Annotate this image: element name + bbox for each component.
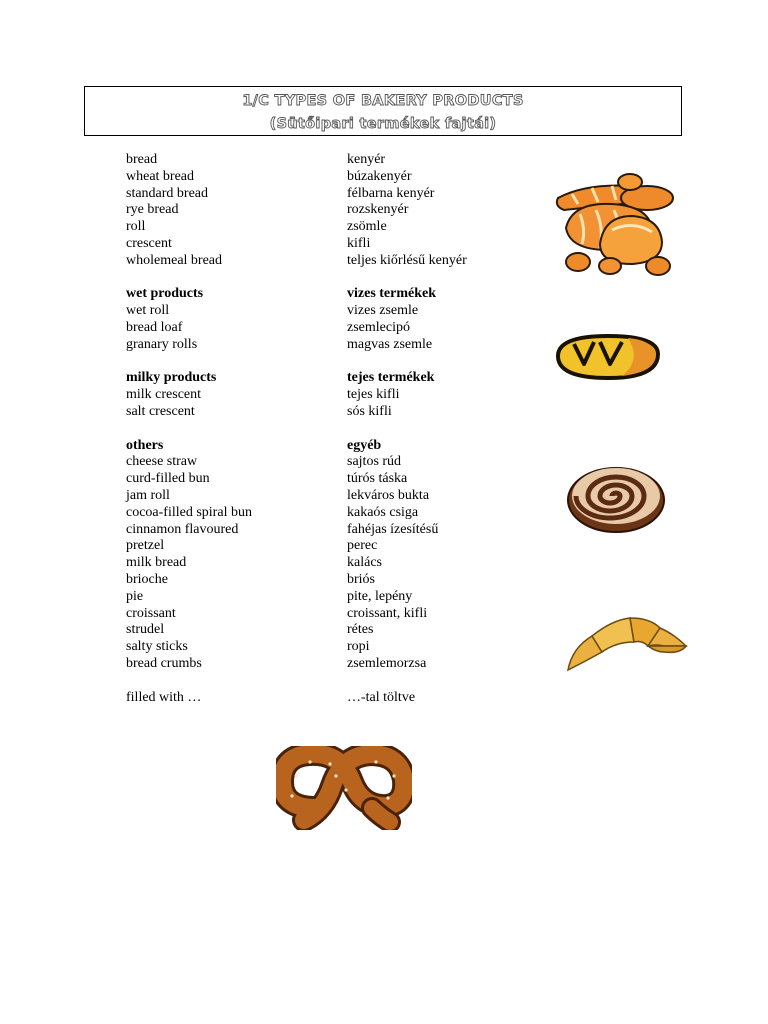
section-spacer xyxy=(126,354,526,371)
section-heading xyxy=(126,370,526,387)
page-title: 1/C TYPES OF BAKERY PRODUCTS xyxy=(242,93,524,109)
heading-hungarian: egyéb xyxy=(347,437,382,453)
english-term: bread xyxy=(126,152,158,167)
english-term: cheese straw xyxy=(126,454,198,470)
vocab-row xyxy=(126,639,526,656)
vocab-row xyxy=(126,555,526,572)
english-term: cocoa-filled spiral bun xyxy=(126,504,252,520)
vocab-row xyxy=(126,387,526,404)
vocab-row xyxy=(126,202,526,219)
vocab-row xyxy=(126,538,526,555)
english-term: bread loaf xyxy=(126,319,183,335)
croissant-icon xyxy=(564,612,690,676)
hungarian-term: kalács xyxy=(347,555,382,571)
hungarian-term: zsemlemorzsa xyxy=(347,655,427,671)
english-term: pie xyxy=(126,588,144,604)
hungarian-term: zsömle xyxy=(347,219,387,235)
hungarian-term: vizes zsemle xyxy=(347,303,419,319)
vocab-row xyxy=(126,219,526,236)
vocab-row xyxy=(126,454,526,471)
hungarian-term: félbarna kenyér xyxy=(347,185,435,201)
heading-hungarian: vizes termékek xyxy=(347,286,437,302)
hungarian-term: rozskenyér xyxy=(347,202,409,218)
vocab-row xyxy=(126,505,526,522)
english-term: milk crescent xyxy=(126,387,202,403)
pretzel-icon xyxy=(276,746,412,830)
vocab-row xyxy=(126,572,526,589)
heading-hungarian: tejes termékek xyxy=(347,370,435,386)
vocab-row xyxy=(126,656,526,673)
hungarian-term: teljes kiőrlésű kenyér xyxy=(347,252,467,268)
section-heading xyxy=(126,286,526,303)
vocab-row xyxy=(126,337,526,354)
english-term: roll xyxy=(126,219,146,235)
section-spacer xyxy=(126,270,526,287)
vocab-row xyxy=(126,152,526,169)
vocab-row xyxy=(126,488,526,505)
vocab-row xyxy=(126,186,526,203)
bread-loaf-icon xyxy=(552,330,664,384)
english-term: bread crumbs xyxy=(126,655,202,671)
english-term: wheat bread xyxy=(126,168,195,184)
hungarian-term: …-tal töltve xyxy=(347,689,416,705)
hungarian-term: sajtos rúd xyxy=(347,454,402,470)
hungarian-term: sós kifli xyxy=(347,403,392,419)
section-heading xyxy=(126,438,526,455)
vocab-row xyxy=(126,589,526,606)
vocab-row xyxy=(126,622,526,639)
english-term: salty sticks xyxy=(126,639,188,655)
vocab-row xyxy=(126,303,526,320)
english-term: cinnamon flavoured xyxy=(126,521,239,537)
english-term: crescent xyxy=(126,235,172,251)
hungarian-term: búzakenyér xyxy=(347,168,412,184)
hungarian-term: kenyér xyxy=(347,152,386,167)
hungarian-term: ropi xyxy=(347,639,370,655)
heading-english: others xyxy=(126,437,164,453)
english-term: salt crescent xyxy=(126,403,195,419)
english-term: curd-filled bun xyxy=(126,471,210,487)
hungarian-term: pite, lepény xyxy=(347,588,413,604)
vocab-row xyxy=(126,471,526,488)
hungarian-term: croissant, kifli xyxy=(347,605,428,621)
english-term: wet roll xyxy=(126,303,170,319)
vocab-row xyxy=(126,690,526,707)
hungarian-term: lekváros bukta xyxy=(347,487,430,503)
bread-basket-icon xyxy=(552,170,680,280)
hungarian-term: rétes xyxy=(347,622,374,638)
vocab-row xyxy=(126,320,526,337)
hungarian-term: kakaós csiga xyxy=(347,504,419,520)
hungarian-term: perec xyxy=(347,538,378,554)
english-term: jam roll xyxy=(126,487,170,503)
english-term: granary rolls xyxy=(126,336,198,352)
vocab-row xyxy=(126,404,526,421)
hungarian-term: tejes kifli xyxy=(347,387,400,403)
section-spacer xyxy=(126,421,526,438)
section-spacer xyxy=(126,673,526,690)
english-term: wholemeal bread xyxy=(126,252,223,268)
vocab-row xyxy=(126,606,526,623)
hungarian-term: magvas zsemle xyxy=(347,336,433,352)
hungarian-term: fahéjas ízesítésű xyxy=(347,521,439,537)
english-term: filled with … xyxy=(126,689,202,705)
vocab-row xyxy=(126,253,526,270)
vocabulary-list xyxy=(126,152,526,706)
english-term: pretzel xyxy=(126,538,165,554)
hungarian-term: briós xyxy=(347,571,375,587)
page-subtitle: (Sütőipari termékek fajtái) xyxy=(269,116,497,132)
english-term: brioche xyxy=(126,571,168,587)
vocab-row xyxy=(126,522,526,539)
english-term: rye bread xyxy=(126,202,179,218)
vocab-row xyxy=(126,236,526,253)
english-term: croissant xyxy=(126,605,176,621)
heading-english: milky products xyxy=(126,370,217,386)
hungarian-term: kifli xyxy=(347,235,371,251)
vocab-row xyxy=(126,169,526,186)
spiral-bun-icon xyxy=(564,460,668,536)
hungarian-term: zsemlecipó xyxy=(347,319,410,335)
hungarian-term: túrós táska xyxy=(347,471,408,487)
title-box xyxy=(84,86,682,136)
heading-english: wet products xyxy=(126,286,204,302)
english-term: strudel xyxy=(126,622,165,638)
english-term: milk bread xyxy=(126,555,187,571)
english-term: standard bread xyxy=(126,185,209,201)
